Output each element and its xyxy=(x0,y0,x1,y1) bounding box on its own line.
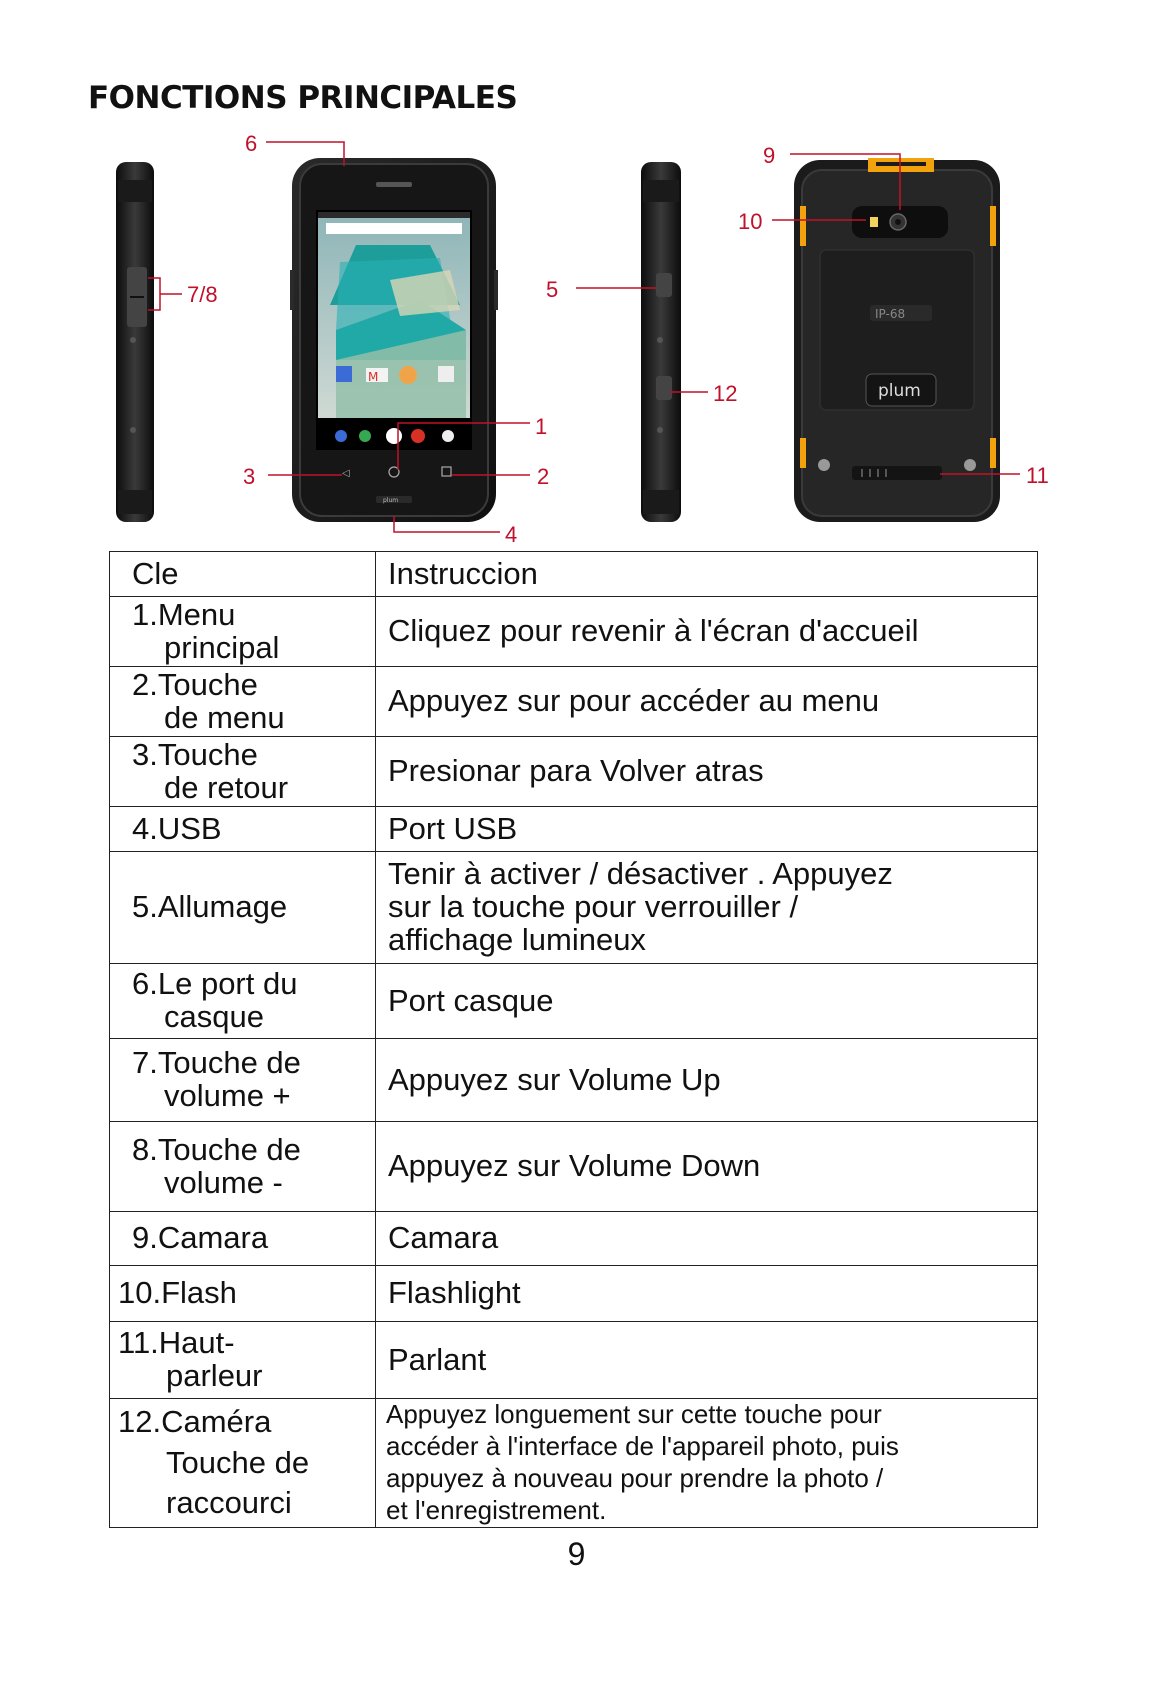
table-row xyxy=(110,807,1038,852)
callout-5: 5 xyxy=(546,277,559,302)
key-text: casque xyxy=(164,999,264,1034)
table-row xyxy=(110,1212,1038,1266)
table-row xyxy=(110,1266,1038,1322)
instruction-cell: Cliquez pour revenir à l'écran d'accueil xyxy=(376,597,1038,667)
callout-9: 9 xyxy=(763,143,776,168)
instruction-cell xyxy=(376,852,1038,964)
table-row xyxy=(110,964,1038,1039)
callout-4: 4 xyxy=(505,522,518,547)
page-number: 9 xyxy=(567,1536,586,1572)
callout-3: 3 xyxy=(243,464,256,489)
phone-left-side-view xyxy=(116,162,154,522)
instruction-cell xyxy=(376,1399,1038,1528)
instruction-line: affichage lumineux xyxy=(388,921,646,957)
key-cell xyxy=(110,1122,376,1212)
callout-6: 6 xyxy=(245,131,258,156)
svg-text:plum: plum xyxy=(383,497,399,504)
instruction-cell: Port casque xyxy=(376,964,1038,1039)
key-cell xyxy=(110,1322,376,1399)
callout-12: 12 xyxy=(713,381,738,406)
functions-table xyxy=(109,551,1038,1528)
instruction-cell: Appuyez sur pour accéder au menu xyxy=(376,667,1038,737)
phone-right-side-view xyxy=(641,162,681,522)
table-header-row xyxy=(110,552,1038,597)
instruction-cell: Appuyez sur Volume Down xyxy=(376,1122,1038,1212)
key-text: parleur xyxy=(166,1358,263,1393)
key-text: volume + xyxy=(164,1078,291,1113)
table-row xyxy=(110,852,1038,964)
table-row xyxy=(110,597,1038,667)
instruction-line: Tenir à activer / désactiver . Appuyez xyxy=(388,856,893,892)
key-text: 1.Menu xyxy=(132,596,236,632)
key-text: 7.Touche de xyxy=(132,1045,301,1081)
instruction-line: Appuyez longuement sur cette touche pour xyxy=(386,1399,882,1429)
page-title: FONCTIONS PRINCIPALES xyxy=(88,80,518,116)
table-row xyxy=(110,1122,1038,1212)
key-cell xyxy=(110,1399,376,1528)
key-text: 6.Le port du xyxy=(132,966,298,1002)
ip-rating-label: IP-68 xyxy=(875,307,906,321)
phone-front-view xyxy=(290,158,498,522)
instruction-cell: Parlant xyxy=(376,1322,1038,1399)
callout-10: 10 xyxy=(738,209,763,234)
callout-7-8: 7/8 xyxy=(187,282,218,307)
instruction-cell: Flashlight xyxy=(376,1266,1038,1322)
callout-2: 2 xyxy=(537,464,550,489)
key-cell xyxy=(110,737,376,807)
key-text: 2.Touche xyxy=(132,666,258,702)
key-cell: 5.Allumage xyxy=(110,852,376,964)
instruction-cell: Presionar para Volver atras xyxy=(376,737,1038,807)
svg-text:◁: ◁ xyxy=(342,468,350,479)
key-text: principal xyxy=(164,629,280,665)
table-row xyxy=(110,1322,1038,1399)
callout-11: 11 xyxy=(1026,463,1049,488)
brand-logo: plum xyxy=(878,381,921,401)
key-text: de retour xyxy=(164,769,289,805)
svg-text:M: M xyxy=(368,370,379,384)
key-cell xyxy=(110,964,376,1039)
header-key: Cle xyxy=(110,552,376,597)
callout-1: 1 xyxy=(535,414,548,439)
table-row xyxy=(110,737,1038,807)
instruction-cell: Appuyez sur Volume Up xyxy=(376,1039,1038,1122)
key-text: 11.Haut- xyxy=(118,1325,235,1361)
table-row xyxy=(110,667,1038,737)
key-cell: 10.Flash xyxy=(110,1266,376,1322)
key-text: 3.Touche xyxy=(132,736,258,772)
key-cell xyxy=(110,667,376,737)
instruction-line: accéder à l'interface de l'appareil photo, puis xyxy=(386,1430,899,1461)
key-text: 8.Touche de xyxy=(132,1131,301,1167)
instruction-line: appuyez à nouveau pour prendre la photo / xyxy=(386,1462,884,1493)
phone-diagram xyxy=(0,0,1153,540)
key-text: raccourci xyxy=(166,1485,292,1521)
key-cell: 4.USB xyxy=(110,807,376,852)
key-cell xyxy=(110,597,376,667)
table-row xyxy=(110,1039,1038,1122)
key-text: de menu xyxy=(164,699,285,735)
key-text: 12.Caméra xyxy=(118,1404,272,1440)
header-instruction: Instruccion xyxy=(376,552,1038,597)
instruction-cell: Camara xyxy=(376,1212,1038,1266)
key-cell: 9.Camara xyxy=(110,1212,376,1266)
phone-back-view xyxy=(794,158,1000,522)
key-text: volume - xyxy=(164,1164,283,1200)
instruction-cell: Port USB xyxy=(376,807,1038,852)
instruction-line: et l'enregistrement. xyxy=(386,1494,607,1525)
table-row xyxy=(110,1399,1038,1528)
instruction-line: sur la touche pour verrouiller / xyxy=(388,889,799,925)
key-cell xyxy=(110,1039,376,1122)
key-text: Touche de xyxy=(166,1444,310,1480)
